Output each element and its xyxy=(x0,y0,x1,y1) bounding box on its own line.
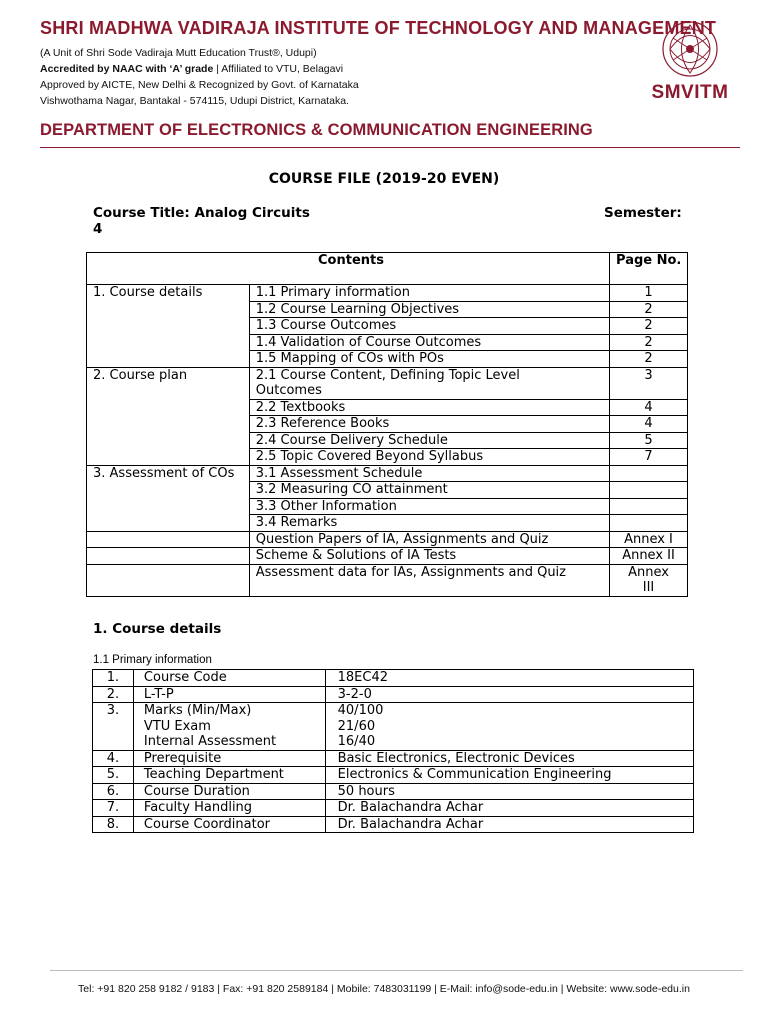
item-cell: Scheme & Solutions of IA Tests xyxy=(249,548,609,565)
item-cell: 3.1 Assessment Schedule xyxy=(249,465,609,482)
page-cell: 7 xyxy=(610,449,688,466)
table-row xyxy=(87,548,688,565)
item-cell: 3.3 Other Information xyxy=(249,498,609,515)
page-cell: 2 xyxy=(610,318,688,335)
row-label: Faculty Handling xyxy=(133,800,325,817)
page-cell xyxy=(610,548,688,565)
row-label: Teaching Department xyxy=(133,767,325,784)
item-cell: 2.3 Reference Books xyxy=(249,416,609,433)
table-row xyxy=(93,800,694,817)
section-cell: 1. Course details xyxy=(87,285,250,368)
row-value: Electronics & Communication Engineering xyxy=(325,767,693,784)
logo-text: SMVITM xyxy=(651,82,729,103)
table-row xyxy=(93,703,694,751)
row-number: 7. xyxy=(93,800,134,817)
item-cell: Question Papers of IA, Assignments and Quiz xyxy=(249,531,609,548)
table-row xyxy=(93,670,694,687)
item-cell: 3.2 Measuring CO attainment xyxy=(249,482,609,499)
section-cell: 3. Assessment of COs xyxy=(87,465,250,531)
item-cell: 1.5 Mapping of COs with POs xyxy=(249,351,609,368)
row-label-group xyxy=(133,703,325,751)
page-cell: 4 xyxy=(610,399,688,416)
semester-value: 4 xyxy=(93,221,103,237)
item-cell: 1.3 Course Outcomes xyxy=(249,318,609,335)
section-cell: 2. Course plan xyxy=(87,367,250,465)
row-label: Prerequisite xyxy=(133,750,325,767)
item-cell: Assessment data for IAs, Assignments and Quiz xyxy=(249,564,609,596)
row-label: Course Coordinator xyxy=(133,816,325,833)
page-cell: 2 xyxy=(610,301,688,318)
course-title: Course Title: Analog Circuits xyxy=(93,205,310,221)
table-row xyxy=(93,767,694,784)
page-value: Annex II xyxy=(622,548,675,563)
table-row xyxy=(87,367,688,399)
department-name: DEPARTMENT OF ELECTRONICS & COMMUNICATION ENGINEERING xyxy=(40,121,593,139)
row-value-group xyxy=(325,703,693,751)
row-value: Dr. Balachandra Achar xyxy=(325,800,693,817)
row-number: 1. xyxy=(93,670,134,687)
row-label: Course Duration xyxy=(133,783,325,800)
contents-table xyxy=(86,252,688,597)
row-label: VTU Exam xyxy=(143,718,211,734)
page-cell xyxy=(610,515,688,532)
page-cell xyxy=(610,482,688,499)
footer-contact: Tel: +91 820 258 9182 / 9183 | Fax: +91 820 2589184 | Mobile: 7483031199 | E-Mail: info@sode-edu.in | Website: www.sode-edu.in xyxy=(78,983,690,995)
row-value: 18EC42 xyxy=(325,670,693,687)
row-value: 3-2-0 xyxy=(325,686,693,703)
page-cell: 3 xyxy=(610,367,688,399)
footer-divider xyxy=(50,970,743,971)
row-number: 4. xyxy=(93,750,134,767)
item-cell: 2.5 Topic Covered Beyond Syllabus xyxy=(249,449,609,466)
row-number: 2. xyxy=(93,686,134,703)
table-row xyxy=(87,285,688,302)
table-row xyxy=(93,750,694,767)
item-cell: 2.1 Course Content, Defining Topic Level Outcomes xyxy=(249,367,609,399)
row-number: 8. xyxy=(93,816,134,833)
row-label: L-T-P xyxy=(133,686,325,703)
page-cell xyxy=(610,465,688,482)
smvitm-logo xyxy=(650,18,730,108)
row-value: 50 hours xyxy=(325,783,693,800)
item-cell: 3.4 Remarks xyxy=(249,515,609,532)
primary-info-table xyxy=(92,669,694,833)
page-cell: 4 xyxy=(610,416,688,433)
item-cell: 2.2 Textbooks xyxy=(249,399,609,416)
section-cell xyxy=(87,564,250,596)
row-value: 16/40 xyxy=(337,734,376,749)
item-cell: 1.1 Primary information xyxy=(249,285,609,302)
affiliation-text: | Affiliated to VTU, Belagavi xyxy=(213,63,344,75)
institute-name: SHRI MADHWA VADIRAJA INSTITUTE OF TECHNOLOGY AND MANAGEMENT xyxy=(40,18,717,38)
item-cell: 1.2 Course Learning Objectives xyxy=(249,301,609,318)
page-cell: 5 xyxy=(610,432,688,449)
table-row xyxy=(87,531,688,548)
contents-header: Contents xyxy=(87,253,610,285)
table-row xyxy=(93,686,694,703)
accreditation-bold: Accredited by NAAC with ‘A’ grade xyxy=(40,63,214,75)
row-value: Basic Electronics, Electronic Devices xyxy=(325,750,693,767)
item-cell: 2.4 Course Delivery Schedule xyxy=(249,432,609,449)
table-row xyxy=(93,783,694,800)
accreditation-line xyxy=(40,61,680,77)
row-value: Dr. Balachandra Achar xyxy=(325,816,693,833)
page-cell xyxy=(610,498,688,515)
section-cell xyxy=(87,548,250,565)
page-cell xyxy=(610,564,688,596)
page-cell: Annex I xyxy=(610,531,688,548)
row-value: 21/60 xyxy=(337,718,376,734)
table-row xyxy=(93,816,694,833)
page-cell: 2 xyxy=(610,351,688,368)
row-label: Internal Assessment xyxy=(143,734,277,749)
page-cell: 2 xyxy=(610,334,688,351)
table-row xyxy=(87,465,688,482)
address-line: Vishwothama Nagar, Bantakal - 574115, Udupi District, Karnataka. xyxy=(40,95,349,107)
header-divider xyxy=(40,147,740,148)
trust-line: (A Unit of Shri Sode Vadiraja Mutt Education Trust®, Udupi) xyxy=(40,47,317,59)
logo-emblem-icon xyxy=(659,18,721,80)
item-cell: 1.4 Validation of Course Outcomes xyxy=(249,334,609,351)
table-row xyxy=(87,564,688,596)
page-value: Annex III xyxy=(628,564,669,595)
page-cell: 1 xyxy=(610,285,688,302)
semester-label: Semester: xyxy=(604,205,682,221)
section-cell xyxy=(87,531,250,548)
document-title: COURSE FILE (2019-20 EVEN) xyxy=(268,171,500,187)
page-no-header: Page No. xyxy=(610,253,688,285)
row-number: 6. xyxy=(93,783,134,800)
row-number: 3. xyxy=(93,703,134,751)
subsection-heading: 1.1 Primary information xyxy=(93,654,212,666)
row-label: Course Code xyxy=(133,670,325,687)
row-number: 5. xyxy=(93,767,134,784)
row-value: 40/100 xyxy=(337,703,384,718)
approval-line: Approved by AICTE, New Delhi & Recognized by Govt. of Karnataka xyxy=(40,79,359,91)
section-heading: 1. Course details xyxy=(93,621,222,637)
row-label: Marks (Min/Max) xyxy=(143,703,252,718)
